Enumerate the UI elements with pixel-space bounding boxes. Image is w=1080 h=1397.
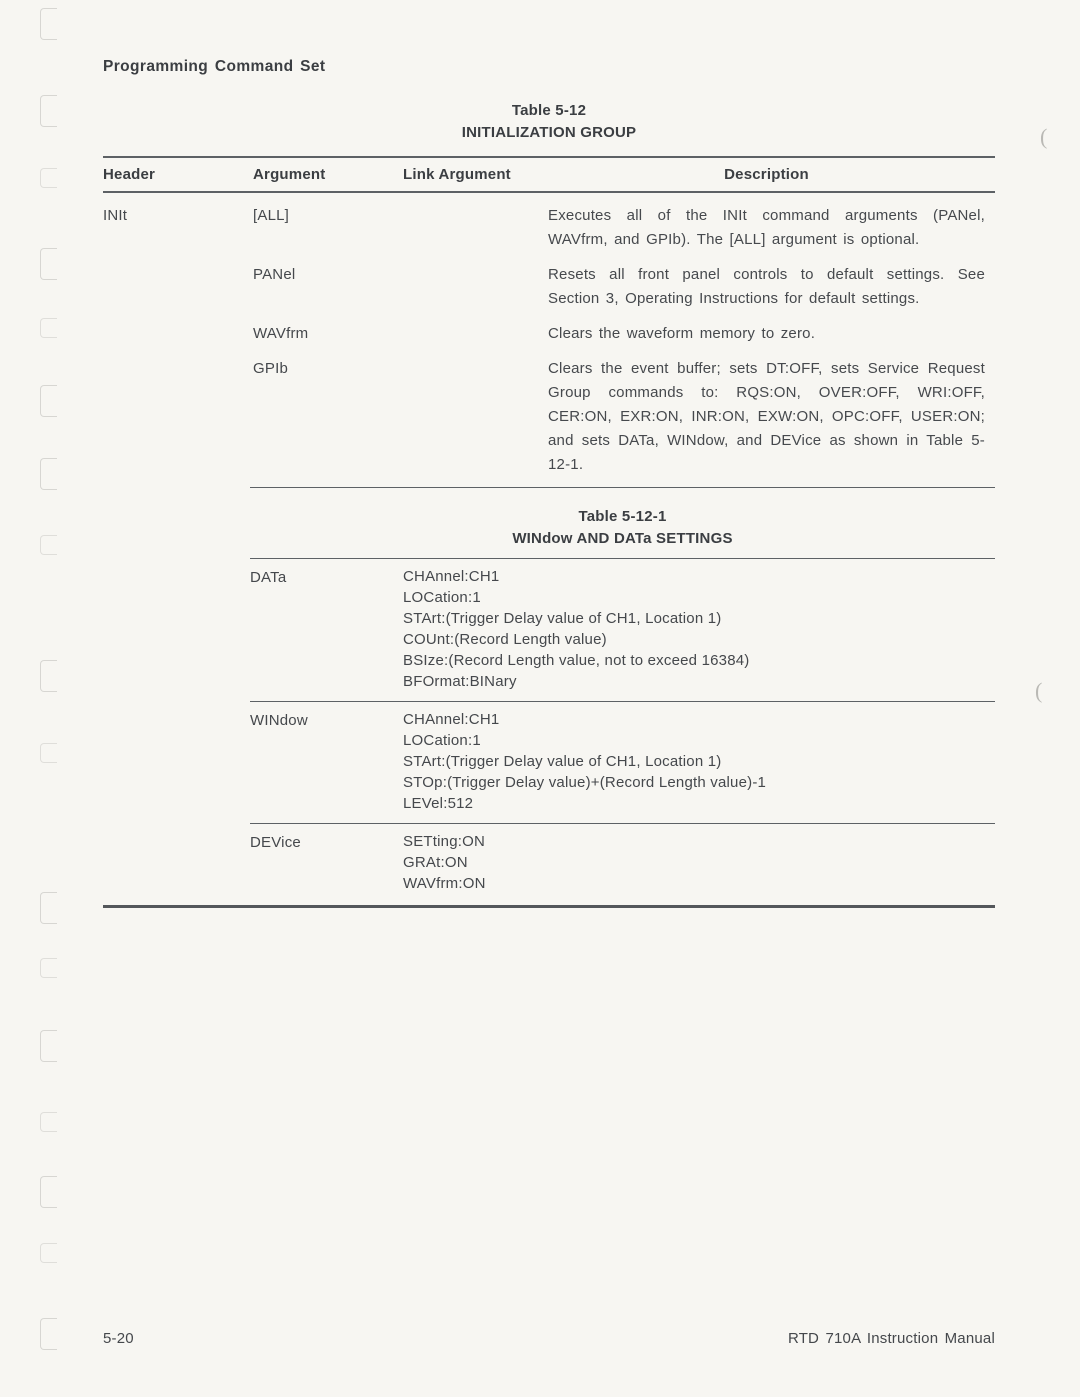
setting-line: BFOrmat:BINary [403, 673, 517, 690]
setting-line: CHAnnel:CH1 [403, 711, 500, 728]
scan-artifact-mark [40, 1176, 57, 1208]
table1-caption-number: Table 5-12 [511, 102, 587, 119]
argument-cell: GPIb [253, 360, 288, 377]
scan-artifact-mark [40, 892, 57, 924]
header-cell [103, 263, 253, 311]
table-header-row [103, 158, 995, 193]
scan-artifact-mark [40, 535, 57, 555]
scan-artifact-mark [40, 1030, 57, 1062]
link-argument-cell [403, 322, 548, 346]
page-number: 5-20 [103, 1330, 134, 1347]
scan-artifact-mark [40, 743, 57, 763]
scan-artifact-mark [40, 8, 57, 40]
setting-line: STArt:(Trigger Delay value of CH1, Location 1) [403, 753, 722, 770]
scan-artifact-mark [40, 1318, 57, 1350]
scan-artifact-mark [40, 958, 57, 978]
scan-artifact-mark [40, 168, 57, 188]
table2-caption [250, 506, 995, 550]
header-cell: INIt [103, 207, 128, 224]
column-header-description: Description [724, 166, 809, 183]
setting-line: STOp:(Trigger Delay value)+(Record Length value)-1 [403, 774, 767, 791]
table1-caption-title: INITIALIZATION GROUP [461, 124, 637, 141]
settings-cell [403, 709, 995, 814]
table2-bottom-rule [103, 905, 995, 908]
scan-artifact-mark [40, 458, 57, 490]
setting-line: COUnt:(Record Length value) [403, 631, 607, 648]
table-row [103, 346, 995, 477]
manual-title: RTD 710A Instruction Manual [787, 1330, 995, 1347]
column-header-link-argument: Link Argument [403, 166, 511, 183]
argument-cell: [ALL] [253, 207, 290, 224]
setting-line: BSIze:(Record Length value, not to exceed 16384) [403, 652, 750, 669]
scan-artifact-mark [40, 385, 57, 417]
settings-cell [403, 566, 995, 692]
description-cell: Clears the event buffer; sets DT:OFF, sets Service Request Group commands to: RQS:ON, OVER:OFF, WRI:OFF, CER:ON, EXR:ON, INR:ON, EXW:ON, OPC:OFF, USER:ON; and sets DATa, WINdow, and DEVice as shown in Table 5-12-1. [548, 360, 985, 473]
header-cell [103, 322, 253, 346]
setting-line: CHAnnel:CH1 [403, 568, 500, 585]
scan-artifact-mark [40, 1243, 57, 1263]
table1-caption [103, 100, 995, 144]
table-row [103, 193, 995, 252]
setting-line: SETting:ON [403, 833, 486, 850]
column-header-header: Header [103, 166, 156, 183]
setting-line: GRAt:ON [403, 854, 468, 871]
setting-line: LOCation:1 [403, 589, 481, 606]
window-data-settings-table [250, 558, 995, 908]
setting-line: LEVel:512 [403, 795, 474, 812]
description-cell: Resets all front panel controls to default settings. See Section 3, Operating Instructions for default settings. [548, 266, 985, 307]
initialization-group-table [103, 156, 995, 488]
link-argument-cell [403, 204, 548, 252]
table-row [103, 252, 995, 311]
argument-cell: WINdow [250, 712, 308, 729]
column-header-argument: Argument [253, 166, 326, 183]
table-row [250, 559, 995, 702]
link-argument-cell [403, 263, 548, 311]
scan-artifact-mark [40, 95, 57, 127]
scan-artifact-mark [40, 318, 57, 338]
table-row [250, 824, 995, 903]
table-row [250, 702, 995, 824]
scan-paren-mark: ( [1040, 124, 1048, 149]
argument-cell: DEVice [250, 834, 301, 851]
scan-artifact-mark [40, 660, 57, 692]
description-cell: Clears the waveform memory to zero. [548, 325, 816, 342]
table2-caption-number: Table 5-12-1 [578, 508, 667, 525]
header-cell [103, 357, 253, 477]
scan-paren-mark: ( [1035, 678, 1043, 703]
scan-artifact-mark [40, 1112, 57, 1132]
scan-artifact-mark [40, 248, 57, 280]
link-argument-cell [403, 357, 548, 477]
description-cell: Executes all of the INIt command arguments (PANel, WAVfrm, and GPIb). The [ALL] argument is optional. [548, 207, 985, 248]
argument-cell: DATa [250, 569, 287, 586]
table1-bottom-rule [250, 487, 995, 488]
section-title: Programming Command Set [103, 58, 326, 75]
argument-cell: PANel [253, 266, 296, 283]
argument-cell: WAVfrm [253, 325, 309, 342]
setting-line: WAVfrm:ON [403, 875, 486, 892]
table2-caption-title: WINdow AND DATa SETTINGS [512, 530, 733, 547]
setting-line: STArt:(Trigger Delay value of CH1, Location 1) [403, 610, 722, 627]
setting-line: LOCation:1 [403, 732, 481, 749]
settings-cell [403, 831, 995, 894]
table-row [103, 311, 995, 346]
page-content [103, 100, 995, 908]
